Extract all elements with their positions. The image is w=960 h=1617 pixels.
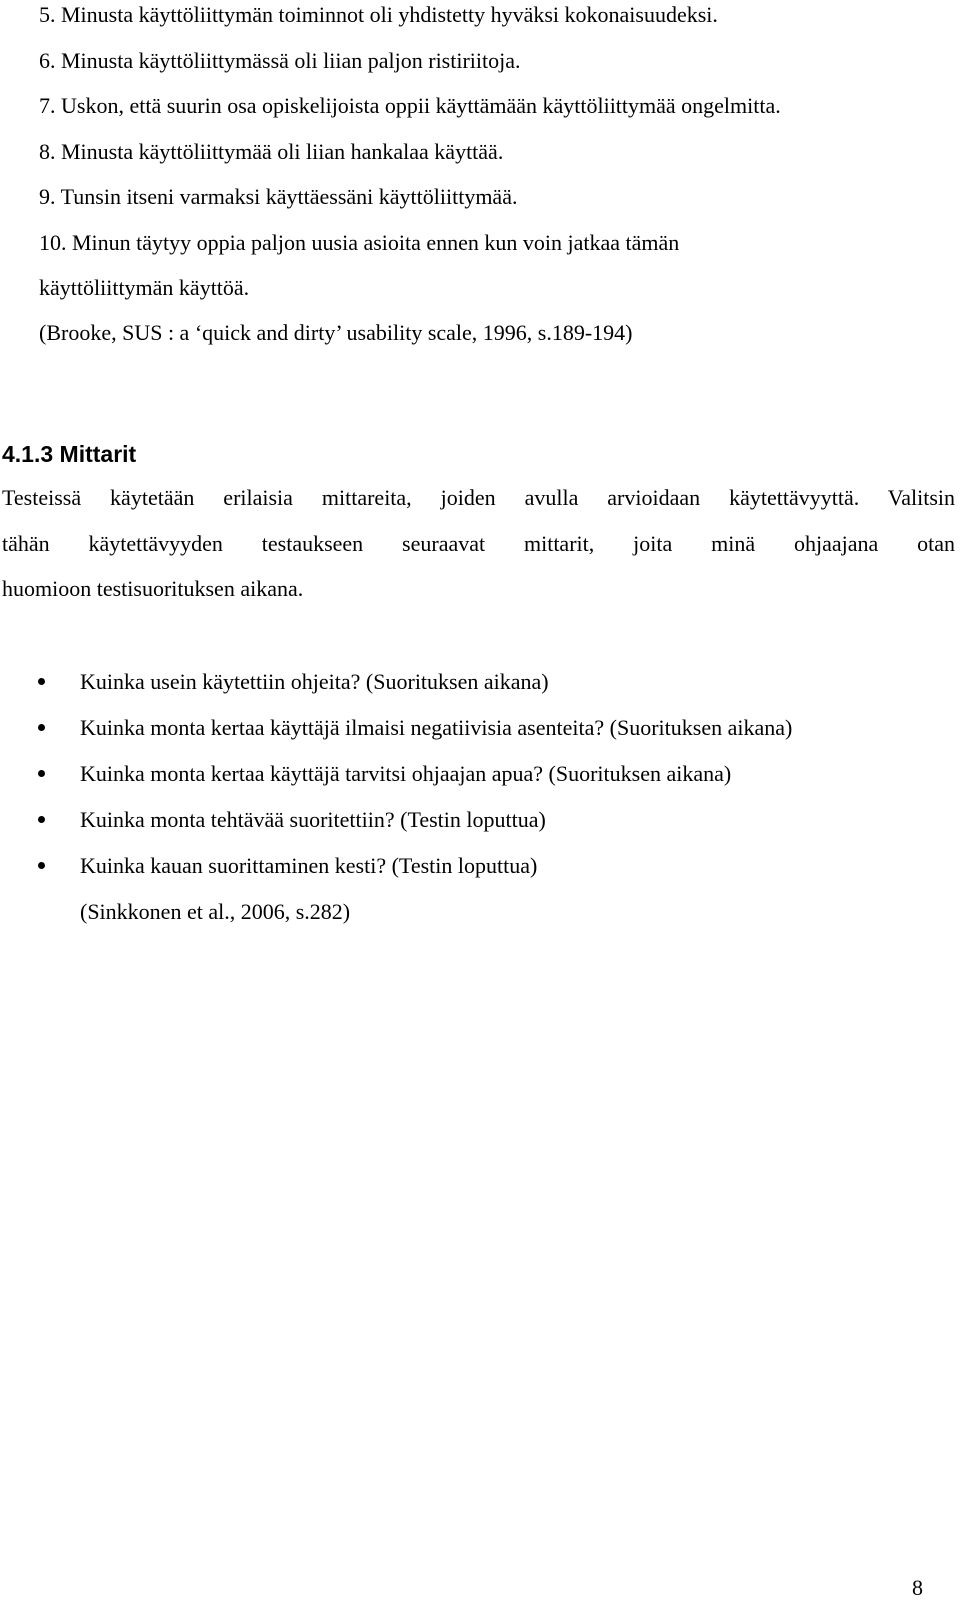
bullet-dot-icon [38, 678, 45, 685]
section-citation: (Sinkkonen et al., 2006, s.282) [80, 899, 351, 924]
survey-item-9: 9. Tunsin itseni varmaksi käyttäessäni käyttöliittymää. [39, 184, 518, 209]
paragraph-line-3: huomioon testisuorituksen aikana. [2, 576, 304, 601]
bullet-item-5: Kuinka kauan suorittaminen kesti? (Testin loputtua) [80, 853, 538, 878]
paragraph-line-2: tähän käytettävyyden testaukseen seuraavat mittarit, joita minä ohjaajana otan [2, 531, 955, 556]
bullet-dot-icon [38, 816, 45, 823]
survey-item-6: 6. Minusta käyttöliittymässä oli liian paljon ristiriitoja. [39, 48, 521, 73]
paragraph-line-1: Testeissä käytetään erilaisia mittareita, joiden avulla arvioidaan käytettävyyttä. Valitsin [2, 485, 955, 510]
bullet-dot-icon [38, 862, 45, 869]
survey-item-8: 8. Minusta käyttöliittymää oli liian hankalaa käyttää. [39, 139, 504, 164]
section-heading: 4.1.3 Mittarit [2, 441, 137, 467]
bullet-item-2: Kuinka monta kertaa käyttäjä ilmaisi negatiivisia asenteita? (Suorituksen aikana) [80, 715, 793, 740]
bullet-dot-icon [38, 770, 45, 777]
bullet-item-4: Kuinka monta tehtävää suoritettiin? (Testin loputtua) [80, 807, 546, 832]
bullet-item-3: Kuinka monta kertaa käyttäjä tarvitsi ohjaajan apua? (Suorituksen aikana) [80, 761, 732, 786]
survey-item-7: 7. Uskon, että suurin osa opiskelijoista oppii käyttämään käyttöliittymää ongelmitta. [39, 93, 781, 118]
survey-item-5: 5. Minusta käyttöliittymän toiminnot oli yhdistetty hyväksi kokonaisuudeksi. [39, 2, 718, 27]
survey-item-10-continuation: käyttöliittymän käyttöä. [39, 275, 250, 300]
bullet-dot-icon [38, 724, 45, 731]
survey-citation: (Brooke, SUS : a ‘quick and dirty’ usability scale, 1996, s.189-194) [39, 320, 633, 345]
bullet-item-1: Kuinka usein käytettiin ohjeita? (Suorituksen aikana) [80, 669, 549, 694]
survey-item-10: 10. Minun täytyy oppia paljon uusia asioita ennen kun voin jatkaa tämän [39, 230, 680, 255]
page-number: 8 [912, 1575, 923, 1600]
